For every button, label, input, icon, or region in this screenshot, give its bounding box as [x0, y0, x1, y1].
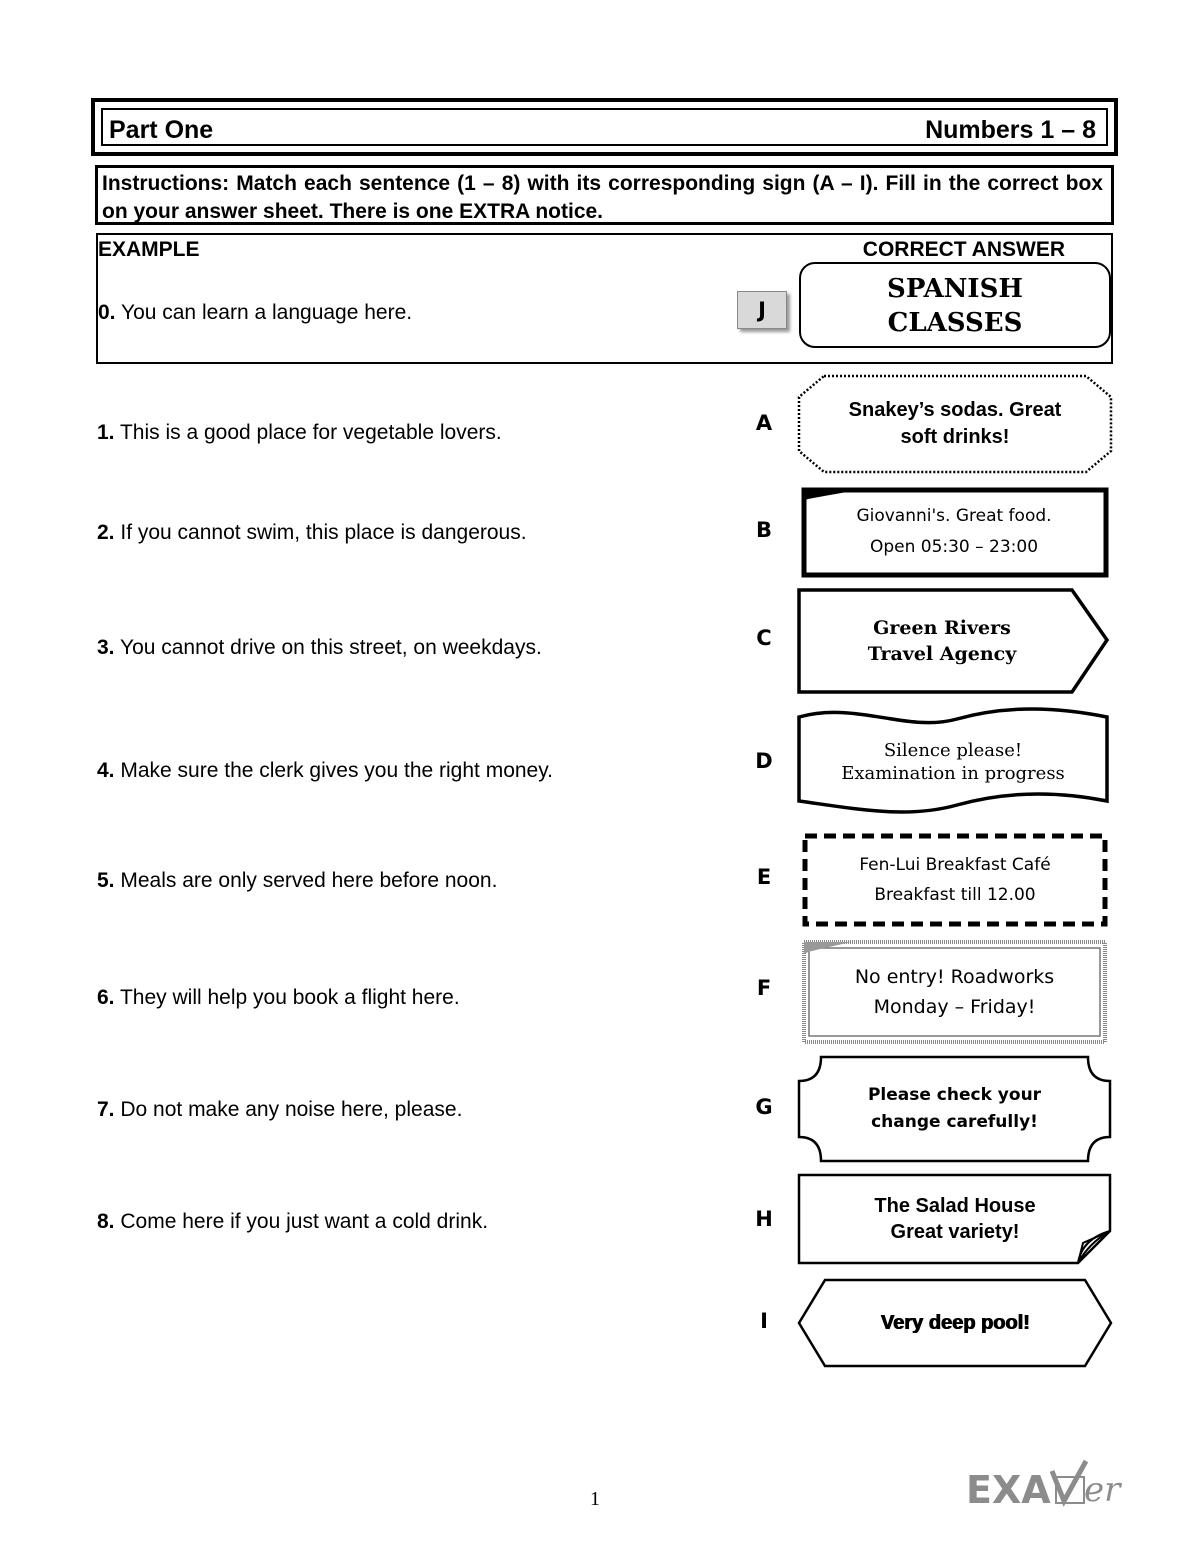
- sentence-3: [97, 636, 542, 660]
- sign-f: [802, 940, 1107, 1044]
- sign-d: [797, 705, 1109, 819]
- sentence-number: 5.: [97, 869, 115, 892]
- sentence-number: 8.: [97, 1210, 115, 1233]
- sentence-6: [97, 986, 460, 1010]
- sign-f-line1: No entry! Roadworks: [854, 966, 1055, 988]
- sign-i: [797, 1278, 1113, 1368]
- sentence-text: If you cannot swim, this place is dangerous.: [120, 521, 527, 544]
- sign-letter-h: H: [755, 1207, 773, 1231]
- sign-e: [802, 833, 1108, 927]
- correct-answer-label: CORRECT ANSWER: [862, 238, 1065, 261]
- sentence-5: [97, 869, 497, 893]
- sentence-text: You cannot drive on this street, on weekdays.: [119, 636, 542, 659]
- sentence-number: 4.: [97, 759, 115, 782]
- sign-g-line1: Please check your: [867, 1085, 1042, 1105]
- sign-e-text: [802, 833, 1108, 927]
- sign-a-text: [798, 375, 1112, 473]
- sign-i-text: [797, 1278, 1113, 1368]
- sign-g-text: [797, 1055, 1112, 1163]
- example-sentence: [98, 301, 412, 325]
- sentence-number: 6.: [97, 986, 115, 1009]
- sign-c: [797, 588, 1109, 694]
- sentence-text: Meals are only served here before noon.: [120, 869, 498, 892]
- sign-h-line2: Great variety!: [890, 1221, 1020, 1243]
- sign-letter-b: B: [755, 518, 772, 542]
- sign-e-line2: Breakfast till 12.00: [874, 885, 1036, 905]
- sign-letter-e: E: [756, 865, 772, 889]
- example-sign-line2: CLASSES: [887, 308, 1023, 338]
- sentence-number: 2.: [97, 521, 115, 544]
- exaver-logo: [966, 1455, 1136, 1517]
- sign-h-text: [797, 1173, 1113, 1265]
- sentence-text: Make sure the clerk gives you the right money.: [120, 759, 554, 782]
- sign-i-line1: Very deep pool!: [880, 1311, 1030, 1334]
- sign-d-line1: Silence please!: [883, 740, 1023, 761]
- sentence-number: 7.: [97, 1098, 115, 1121]
- sign-c-text: [797, 588, 1087, 694]
- sign-b-text: [800, 487, 1108, 577]
- sign-c-line1: Green Rivers: [873, 617, 1011, 639]
- sign-letter-d: D: [755, 749, 773, 773]
- sign-g-line2: change carefully!: [871, 1112, 1038, 1132]
- example-sentence-text: You can learn a language here.: [120, 301, 413, 324]
- sign-b: [800, 487, 1108, 577]
- sign-b-line1: Giovanni's. Great food.: [856, 506, 1052, 526]
- sign-c-line2: Travel Agency: [867, 643, 1017, 665]
- sign-g: [797, 1055, 1112, 1163]
- sign-f-line2: Monday – Friday!: [873, 996, 1036, 1018]
- section-title: Part One: [109, 116, 214, 144]
- sign-a-line1: Snakey’s sodas. Great: [848, 399, 1062, 421]
- example-sign: [799, 262, 1111, 348]
- sentence-7: [97, 1098, 462, 1122]
- svg-text:er: er: [1084, 1470, 1121, 1510]
- svg-text:EXA: EXA: [966, 1468, 1051, 1512]
- sign-letter-i: I: [760, 1309, 768, 1333]
- section-header: [91, 98, 1118, 156]
- sentence-number: 3.: [97, 636, 115, 659]
- sign-a: [798, 375, 1112, 473]
- sign-letter-c: C: [756, 626, 772, 650]
- sign-h-line1: The Salad House: [874, 1195, 1036, 1217]
- sign-h: [797, 1173, 1113, 1265]
- sentence-4: [97, 759, 553, 783]
- sign-letter-g: G: [755, 1095, 773, 1119]
- sign-d-line2: Examination in progress: [841, 763, 1065, 784]
- sentence-8: [97, 1210, 488, 1234]
- example-answer-box: J: [737, 291, 787, 329]
- sign-b-line2: Open 05:30 – 23:00: [869, 537, 1039, 557]
- example-sign-line1: SPANISH: [887, 274, 1023, 304]
- sign-f-text: [802, 940, 1107, 1044]
- sign-letter-f: F: [756, 976, 772, 1000]
- example-box: [96, 233, 1113, 364]
- sentence-text: Come here if you just want a cold drink.: [120, 1210, 489, 1233]
- sign-letter-a: A: [755, 411, 773, 435]
- sentence-2: [97, 521, 527, 545]
- sign-e-line1: Fen-Lui Breakfast Café: [859, 855, 1051, 875]
- section-header-inner: [101, 108, 1108, 146]
- sentence-text: They will help you book a flight here.: [119, 986, 460, 1009]
- sign-a-line2: soft drinks!: [900, 426, 1010, 448]
- example-number: 0.: [98, 301, 116, 324]
- example-label: EXAMPLE: [98, 238, 200, 261]
- exaver-logo-graphic: [966, 1455, 1136, 1517]
- instructions-box: Instructions: Match each sentence (1 – 8) with its corresponding sign (A – I). Fill in the correct box on your answer sheet. There is one EXTRA notice.: [95, 165, 1114, 225]
- sign-d-text: [797, 705, 1109, 819]
- page-number: 1: [590, 1488, 600, 1510]
- sentence-text: This is a good place for vegetable lovers.: [119, 421, 502, 444]
- section-numbers: Numbers 1 – 8: [925, 116, 1096, 144]
- sentence-1: [97, 421, 502, 445]
- sentence-text: Do not make any noise here, please.: [120, 1098, 463, 1121]
- sentence-number: 1.: [97, 421, 115, 444]
